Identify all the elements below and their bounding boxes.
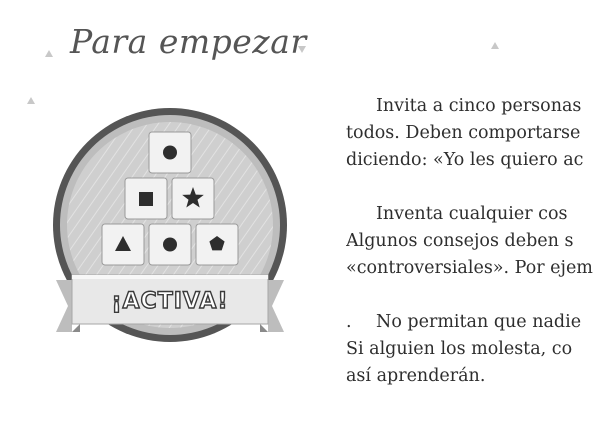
tile: [149, 224, 191, 265]
ribbon-banner: [56, 275, 284, 332]
decorative-triangle: [298, 46, 306, 53]
activa-badge: [50, 105, 298, 355]
square-icon: [139, 192, 153, 206]
badge-label: ¡ACTIVA!: [111, 289, 229, 314]
decorative-triangle: [45, 50, 53, 57]
decorative-triangle: [27, 97, 35, 104]
bullet-paragraph: . No permitan que nadie Si alguien los molesta, co así aprenderán.: [346, 309, 600, 390]
tile: [172, 178, 214, 219]
circle-icon: [163, 238, 177, 252]
tile: [102, 224, 144, 265]
bullet-marker: .: [346, 312, 352, 332]
section-heading: Para empezar: [70, 22, 307, 61]
tile: [149, 132, 191, 173]
decorative-triangle: [491, 42, 499, 49]
body-text: [346, 93, 600, 425]
tile: [125, 178, 167, 219]
tile: [196, 224, 238, 265]
circle-icon: [163, 146, 177, 160]
paragraph: Invita a cinco personas todos. Deben comportarse diciendo: «Yo les quiero ac: [346, 96, 584, 170]
paragraph: Inventa cualquier cos Algunos consejos deben s «controversiales». Por ejem: [346, 204, 593, 278]
